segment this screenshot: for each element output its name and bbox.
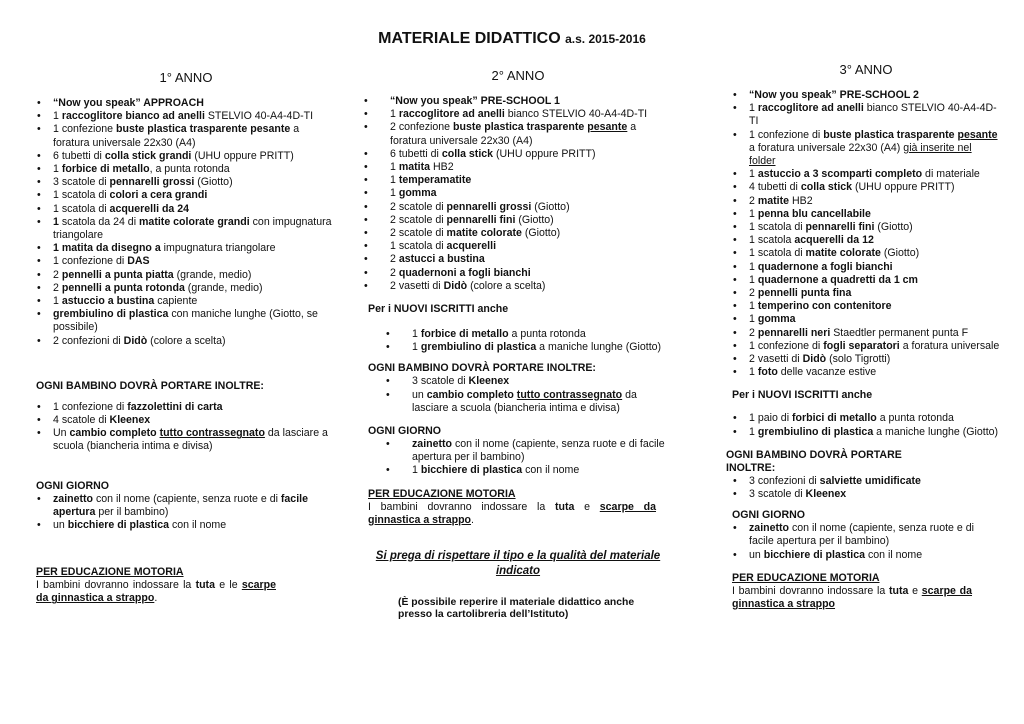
list-item: • 2 pennelli a punta rotonda (grande, medio)	[36, 282, 336, 295]
daily-title: OGNI GIORNO	[368, 425, 441, 438]
list-item: • 3 scatole di pennarelli grossi (Giotto)	[36, 176, 336, 189]
list-item: • 1 confezione buste plastica trasparente pesante a foratura universale 22x30 (A4)	[36, 123, 336, 149]
list-item: • 1 grembiulino di plastica a maniche lunghe (Giotto)	[368, 341, 668, 354]
new-list	[732, 412, 1000, 438]
list-item: • Un cambio completo tutto contrassegnato da lasciare a scuola (biancheria intima e divisa)	[36, 427, 336, 453]
list-item: • 2 scatole di matite colorate (Giotto)	[346, 227, 668, 240]
list-item: • 1 matita HB2	[346, 161, 668, 174]
list-item: • 1 raccoglitore ad anelli bianco STELVIO 40-A4-4D-TI	[732, 102, 1000, 128]
list-item: • 1 raccoglitore bianco ad anelli STELVIO 40-A4-4D-TI	[36, 110, 336, 123]
extra-title: OGNI BAMBINO DOVRÀ PORTARE INOLTRE:	[36, 379, 264, 392]
list-item: • “Now you speak” PRE-SCHOOL 2	[732, 89, 1000, 102]
column-heading: 2° ANNO	[491, 68, 545, 83]
list-item: • 1 temperamatite	[346, 174, 668, 187]
title-year: a.s. 2015-2016	[565, 32, 646, 46]
pe-title: PER EDUCAZIONE MOTORIA	[732, 571, 880, 584]
daily-list	[36, 493, 336, 533]
list-item: • grembiulino di plastica con maniche lunghe (Giotto, se possibile)	[36, 308, 336, 334]
materials-list	[346, 95, 668, 293]
column-third-year	[726, 62, 1000, 611]
title-main: MATERIALE DIDATTICO	[378, 30, 561, 47]
shop-note: (È possibile reperire il materiale didattico anche presso la cartolibreria dell’Istituto)	[398, 596, 635, 621]
pe-title: PER EDUCAZIONE MOTORIA	[36, 566, 184, 579]
materials-list	[732, 89, 1000, 379]
list-item: • 2 astucci a bustina	[346, 253, 668, 266]
column-heading: 1° ANNO	[159, 70, 213, 85]
list-item: • 1 scatola acquerelli da 12	[732, 234, 1000, 247]
list-item: • 1 gomma	[346, 187, 668, 200]
pe-text: I bambini dovranno indossare la tuta e scarpe da ginnastica a strappo.	[368, 500, 657, 526]
list-item: • 1 astuccio a bustina capiente	[36, 295, 336, 308]
list-item: • 1 confezione di fogli separatori a foratura universale	[732, 340, 1000, 353]
daily-title: OGNI GIORNO	[36, 479, 109, 492]
extra-title: OGNI BAMBINO DOVRÀ PORTARE INOLTRE:	[368, 362, 596, 375]
list-item: • 1 grembiulino di plastica a maniche lunghe (Giotto)	[732, 426, 1000, 439]
list-item: • 1 matita da disegno a impugnatura triangolare	[36, 242, 336, 255]
list-item: • un bicchiere di plastica con il nome	[732, 549, 1000, 562]
daily-list	[368, 438, 668, 478]
extra-list	[36, 401, 336, 454]
list-item: • zainetto con il nome (capiente, senza ruote e di facile apertura per il bambino)	[36, 493, 336, 519]
list-item: • 1 scatola di acquerelli da 24	[36, 203, 336, 216]
list-item: • 2 scatole di pennarelli grossi (Giotto)	[346, 201, 668, 214]
list-item: • 2 pennelli a punta piatta (grande, medio)	[36, 269, 336, 282]
column-first-year	[36, 62, 336, 605]
list-item: • 1 gomma	[732, 313, 1000, 326]
list-item: • un bicchiere di plastica con il nome	[36, 519, 336, 532]
list-item: • 1 scatola da 24 di matite colorate grandi con impugnatura triangolare	[36, 216, 336, 242]
quality-note	[368, 549, 668, 579]
list-item: • 1 quadernone a fogli bianchi	[732, 261, 1000, 274]
list-item: • 1 foto delle vacanze estive	[732, 366, 1000, 379]
list-item: • 2 scatole di pennarelli fini (Giotto)	[346, 214, 668, 227]
daily-title: OGNI GIORNO	[732, 509, 805, 522]
list-item: • “Now you speak” PRE-SCHOOL 1	[346, 95, 668, 108]
list-item: • 2 vasetti di Didò (solo Tigrotti)	[732, 353, 1000, 366]
list-item: • 1 astuccio a 3 scomparti completo di materiale	[732, 168, 1000, 181]
column-second-year	[368, 62, 668, 622]
page-title	[0, 30, 1024, 48]
list-item: • 4 scatole di Kleenex	[36, 414, 336, 427]
list-item: • 1 temperino con contenitore	[732, 300, 1000, 313]
list-item: • 1 quadernone a quadretti da 1 cm	[732, 274, 1000, 287]
list-item: • 1 scatola di pennarelli fini (Giotto)	[732, 221, 1000, 234]
list-item: • 2 vasetti di Didò (colore a scelta)	[346, 280, 668, 293]
list-item: • 1 confezione di fazzolettini di carta	[36, 401, 336, 414]
list-item: • “Now you speak” APPROACH	[36, 97, 336, 110]
extra-list	[368, 375, 668, 415]
list-item: • 1 scatola di matite colorate (Giotto)	[732, 247, 1000, 260]
daily-list	[732, 522, 1000, 562]
pe-text: I bambini dovranno indossare la tuta e scarpe da ginnastica a strappo	[732, 584, 973, 610]
list-item: • 6 tubetti di colla stick (UHU oppure PRITT)	[346, 148, 668, 161]
list-item: • 1 forbice di metallo a punta rotonda	[368, 328, 668, 341]
list-item: • 1 forbice di metallo, a punta rotonda	[36, 163, 336, 176]
new-title: Per i NUOVI ISCRITTI anche	[368, 303, 509, 316]
list-item: • 6 tubetti di colla stick grandi (UHU oppure PRITT)	[36, 150, 336, 163]
materials-list	[36, 97, 336, 348]
list-item: • 2 matite HB2	[732, 195, 1000, 208]
list-item: • 1 paio di forbici di metallo a punta rotonda	[732, 412, 1000, 425]
new-list	[368, 328, 668, 354]
extra-title: OGNI BAMBINO DOVRÀ PORTARE INOLTRE:	[726, 448, 902, 474]
extra-list	[732, 475, 1000, 501]
list-item: • 1 raccoglitore ad anelli bianco STELVIO 40-A4-4D-TI	[346, 108, 668, 121]
list-item: • 4 tubetti di colla stick (UHU oppure PRITT)	[732, 181, 1000, 194]
list-item: • 3 scatole di Kleenex	[732, 488, 1000, 501]
list-item: • 2 pennarelli neri Staedtler permanent punta F	[732, 327, 1000, 340]
list-item: • zainetto con il nome (capiente, senza ruote e di facile apertura per il bambino)	[732, 522, 1000, 548]
list-item: • 1 confezione di DAS	[36, 255, 336, 268]
list-item: • 2 quadernoni a fogli bianchi	[346, 267, 668, 280]
pe-text: I bambini dovranno indossare la tuta e le scarpe da ginnastica a strappo.	[36, 579, 276, 605]
list-item: • 1 penna blu cancellabile	[732, 208, 1000, 221]
list-item: • 2 pennelli punta fina	[732, 287, 1000, 300]
list-item: • 1 scatola di colori a cera grandi	[36, 189, 336, 202]
list-item: • 2 confezione buste plastica trasparente pesante a foratura universale 22x30 (A4)	[346, 121, 668, 147]
list-item: • 1 confezione di buste plastica trasparente pesante a foratura universale 22x30 (A4) già inserite nel folder	[732, 129, 1000, 169]
list-item: • zainetto con il nome (capiente, senza ruote e di facile apertura per il bambino)	[368, 438, 668, 464]
quality-note-text: Si prega di rispettare il tipo e la qualità del materiale indicato	[375, 549, 661, 577]
list-item: • 3 scatole di Kleenex	[368, 375, 668, 388]
pe-title: PER EDUCAZIONE MOTORIA	[368, 487, 516, 500]
new-title: Per i NUOVI ISCRITTI anche	[732, 389, 873, 402]
list-item: • 1 scatola di acquerelli	[346, 240, 668, 253]
list-item: • 3 confezioni di salviette umidificate	[732, 475, 1000, 488]
list-item: • 2 confezioni di Didò (colore a scelta)	[36, 335, 336, 348]
column-heading: 3° ANNO	[839, 62, 893, 77]
list-item: • 1 bicchiere di plastica con il nome	[368, 464, 668, 477]
list-item: • un cambio completo tutto contrassegnato da lasciare a scuola (biancheria intima e divisa)	[368, 389, 668, 415]
